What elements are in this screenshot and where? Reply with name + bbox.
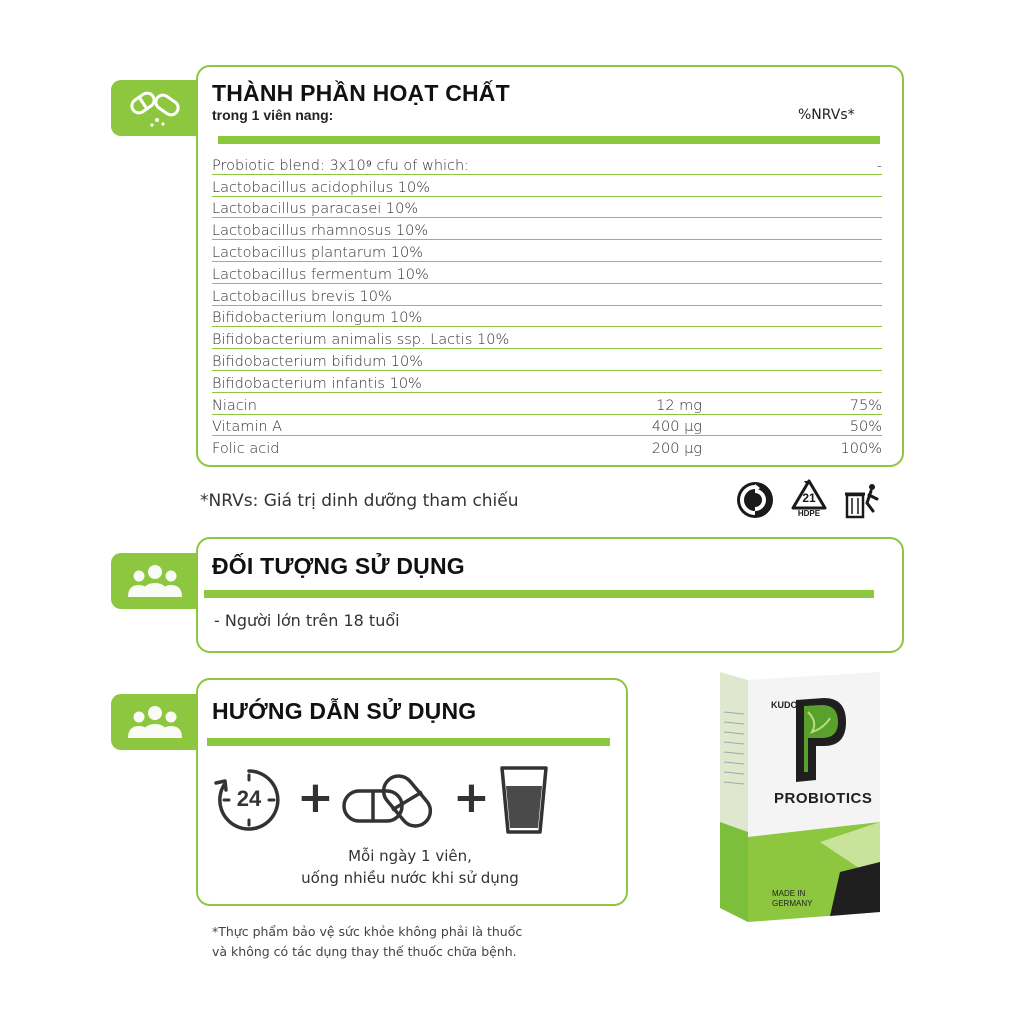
ingredient-row: [212, 218, 882, 240]
ingredient-amount: [582, 283, 702, 305]
ingredient-name: Folic acid: [212, 441, 280, 458]
ingredient-row: [212, 414, 882, 436]
target-text: - Người lớn trên 18 tuổi: [214, 611, 400, 630]
ingredient-name: Probiotic blend: 3x10⁹ cfu of which:: [212, 153, 582, 174]
nrv-note: *NRVs: Giá trị dinh dưỡng tham chiếu: [200, 491, 519, 511]
ingredient-amount: [582, 349, 702, 371]
ingredient-name: Lactobacillus plantarum 10%: [212, 240, 582, 262]
ingredient-row: [212, 349, 882, 371]
ingredient-name: Bifidobacterium animalis ssp. Lactis 10%: [212, 327, 582, 349]
ingredient-row: [212, 240, 882, 262]
ingredient-name: Lactobacillus acidophilus 10%: [212, 174, 582, 196]
ingredient-row: [212, 283, 882, 305]
people-icon: [125, 563, 185, 599]
plus-icon: +: [453, 772, 490, 823]
water-glass-icon: [498, 764, 550, 836]
plus-icon: +: [297, 772, 334, 823]
recycle-label: HDPE: [797, 509, 821, 518]
ingredient-nrv: [702, 261, 882, 283]
ingredient-amount: [582, 305, 702, 327]
usage-line1: Mỗi ngày 1 viên,: [348, 847, 472, 865]
ingredient-name: Lactobacillus rhamnosus 10%: [212, 218, 582, 240]
ingredient-row: [212, 174, 882, 196]
product-made-in: MADE IN: [772, 889, 806, 898]
capsule-icon: [127, 86, 183, 130]
ingredient-row: [212, 327, 882, 349]
ingredient-name: Niacin: [212, 392, 582, 414]
target-divider: [204, 590, 874, 598]
ingredient-nrv: [702, 240, 882, 262]
ingredient-nrv: 50%: [702, 414, 882, 436]
ingredient-nrv: [702, 196, 882, 218]
green-dot-icon: [736, 481, 774, 519]
ingredient-nrv: [702, 174, 882, 196]
capsules-icon: [340, 765, 438, 835]
product-made-in-country: GERMANY: [772, 899, 813, 908]
ingredient-name: Vitamin A: [212, 414, 582, 436]
ingredient-amount: 200 µg: [651, 441, 702, 458]
nrv-header: %NRVs*: [798, 107, 855, 123]
product-count: 30: [848, 880, 859, 890]
ingredient-nrv: 100%: [840, 441, 882, 458]
ingredient-nrv: [702, 218, 882, 240]
ingredient-name: Bifidobacterium bifidum 10%: [212, 349, 582, 371]
ingredient-name: Bifidobacterium longum 10%: [212, 305, 582, 327]
ingredient-amount: [582, 196, 702, 218]
ingredients-subtitle: trong 1 viên nang:: [212, 107, 334, 123]
usage-tab: [111, 694, 199, 750]
ingredient-row: [212, 305, 882, 327]
clock-label: 24: [236, 786, 262, 811]
disclaimer-line2: và không có tác dụng thay thế thuốc chữa bệnh.: [212, 944, 517, 959]
target-tab: [111, 553, 199, 609]
ingredient-row: [212, 153, 882, 174]
ingredient-amount: [582, 261, 702, 283]
ingredient-amount: [582, 240, 702, 262]
ingredient-row: [212, 392, 882, 414]
ingredient-amount: [582, 327, 702, 349]
ingredient-amount: 12 mg: [582, 392, 702, 414]
ingredient-row: [212, 261, 882, 283]
ingredient-nrv: -: [702, 153, 882, 174]
ingredient-nrv: [702, 305, 882, 327]
ingredient-amount: 400 µg: [582, 414, 702, 436]
ingredient-nrv: [702, 327, 882, 349]
ingredient-nrv: [702, 349, 882, 371]
ingredient-amount: [582, 174, 702, 196]
ingredient-nrv: [702, 370, 882, 392]
product-name: PROBIOTICS: [774, 790, 873, 807]
usage-title: HƯỚNG DẪN SỬ DỤNG: [212, 698, 477, 724]
ingredient-name: Bifidobacterium infantis 10%: [212, 370, 582, 392]
ingredient-name: Lactobacillus paracasei 10%: [212, 196, 582, 218]
ingredient-name: Lactobacillus fermentum 10%: [212, 261, 582, 283]
ingredient-amount: [582, 370, 702, 392]
ingredients-table: [212, 153, 882, 457]
ingredient-amount: [582, 218, 702, 240]
ingredient-nrv: [702, 283, 882, 305]
ingredient-nrv: 75%: [702, 392, 882, 414]
usage-divider: [207, 738, 610, 746]
people-icon: [125, 704, 185, 740]
ingredient-name: Lactobacillus brevis 10%: [212, 283, 582, 305]
ingredients-title: THÀNH PHẦN HOẠT CHẤT: [212, 80, 510, 106]
ingredients-divider: [218, 136, 880, 144]
ingredient-amount: [582, 153, 702, 174]
ingredient-row: [212, 436, 882, 457]
trash-bin-icon: [843, 481, 883, 521]
recycle-code: 21: [802, 491, 816, 505]
target-title: ĐỐI TƯỢNG SỬ DỤNG: [212, 553, 465, 579]
disclaimer-line1: *Thực phẩm bảo vệ sức khỏe không phải là thuốc: [212, 924, 523, 939]
ingredient-row: [212, 196, 882, 218]
ingredients-tab: [111, 80, 199, 136]
usage-line2: uống nhiều nước khi sử dụng: [301, 869, 519, 887]
ingredient-row: [212, 370, 882, 392]
product-brand: KUDOS: [771, 700, 804, 710]
